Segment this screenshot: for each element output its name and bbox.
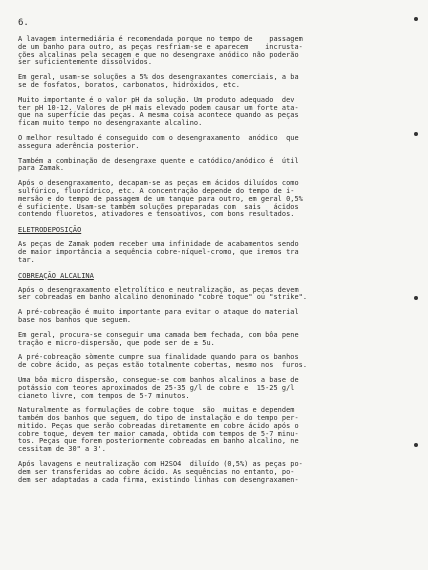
binder-hole-mark (414, 296, 418, 300)
paragraph: A pré-cobreação sòmente cumpre sua finalidade quando para os banhos de cobre ácido, as peças estão totalmente cobertas, mesmo nos furos. (18, 353, 308, 370)
paragraph: Em geral, usam-se soluções a 5% dos desengraxantes comerciais, a ba se de fosfatos, boratos, carbonatos, hidróxidos, etc. (18, 73, 299, 89)
document-body (18, 36, 400, 491)
paragraph: Em geral, procura-se conseguir uma camada bem fechada, com bôa pene tração e micro-dispersão, que pode ser de ± 5u. (18, 330, 299, 347)
paragraph: Uma bôa micro dispersão, consegue-se com banhos alcalinos a base de potássio com teores aproximados de 25-35 g/l de cobre e 15-25 g/l cianeto livre, com tempos de 5-7 minutos. (18, 375, 299, 400)
section-heading: ELETRODEPOSIÇÃO (18, 226, 82, 235)
paragraph: Muito importante é o valor pH da solução. Um produto adequado dev ter pH 10-12. Valores de pH mais elevado podem causar um forte ata- que na superfície das peças. A mesma coisa acontece quando as peças ficam muito tempo no desengraxante alcalino. (18, 95, 299, 128)
page-number: 6. (18, 18, 29, 28)
binder-hole-mark (414, 17, 418, 21)
paragraph: Também a combinação de desengraxe quente e catódico/anódico é útil para Zamak. (18, 156, 299, 173)
paragraph: As peças de Zamak podem receber uma infinidade de acabamentos sendo de maior importância a sequência cobre-níquel-cromo, que iremos tra tar. (18, 240, 299, 264)
binder-hole-mark (414, 443, 418, 447)
paragraph: Após o desengraxamento eletrolítico e neutralização, as peças devem ser cobreadas em banho alcalino denominado "cobre toque" ou "strike". (18, 285, 308, 302)
section-heading: COBREAÇÃO ALCALINA (18, 271, 94, 280)
paragraph: A lavagem intermediária é recomendada porque no tempo de passagem de um banho para outro, as peças resfriam-se e aparecem incrusta- ções alcalinas pela secagem e que no desengraxe anódico não poderão ser suficientemente dissolvidos. (18, 35, 303, 67)
paragraph: Após lavagens e neutralização com H2SO4 diluído (0,5%) as peças po- dem ser transferidas ao cobre ácido. As sequências no entanto, po- dem ser adaptadas a cada firma, existindo linhas com desengraxamen- (18, 460, 303, 484)
paragraph: O melhor resultado é conseguido com o desengraxamento anódico que assegura aderência posterior. (18, 133, 299, 150)
binder-hole-mark (414, 132, 418, 136)
paragraph: Naturalmente as formulações de cobre toque são muitas e dependem também dos banhos que seguem, do tipo de instalação e do tempo per- mitido. Peças que serão cobreadas diretamente em cobre ácido após o cobre toque, devem ter maior camada, obtida com tempos de 5-7 minu- tos. Peças que forem posteriormente cobreadas em banho alcalino, ne cessitam de 30" a 3'. (18, 406, 299, 454)
paragraph: A pré-cobreação é muito importante para evitar o ataque do material base nos banhos que seguem. (18, 308, 299, 324)
paragraph: Após o desengraxamento, decapam-se as peças em ácidos diluídos como sulfúrico, fluorídrico, etc. A concentração depende do tempo de i- mersão e do tempo de passagem de um tanque para outro, em geral 0,5% é suficiente. Usam-se também soluções preparadas com sais ácidos contendo fluoretos, ativadores e tensoativos, com bons resultados. (18, 179, 303, 219)
